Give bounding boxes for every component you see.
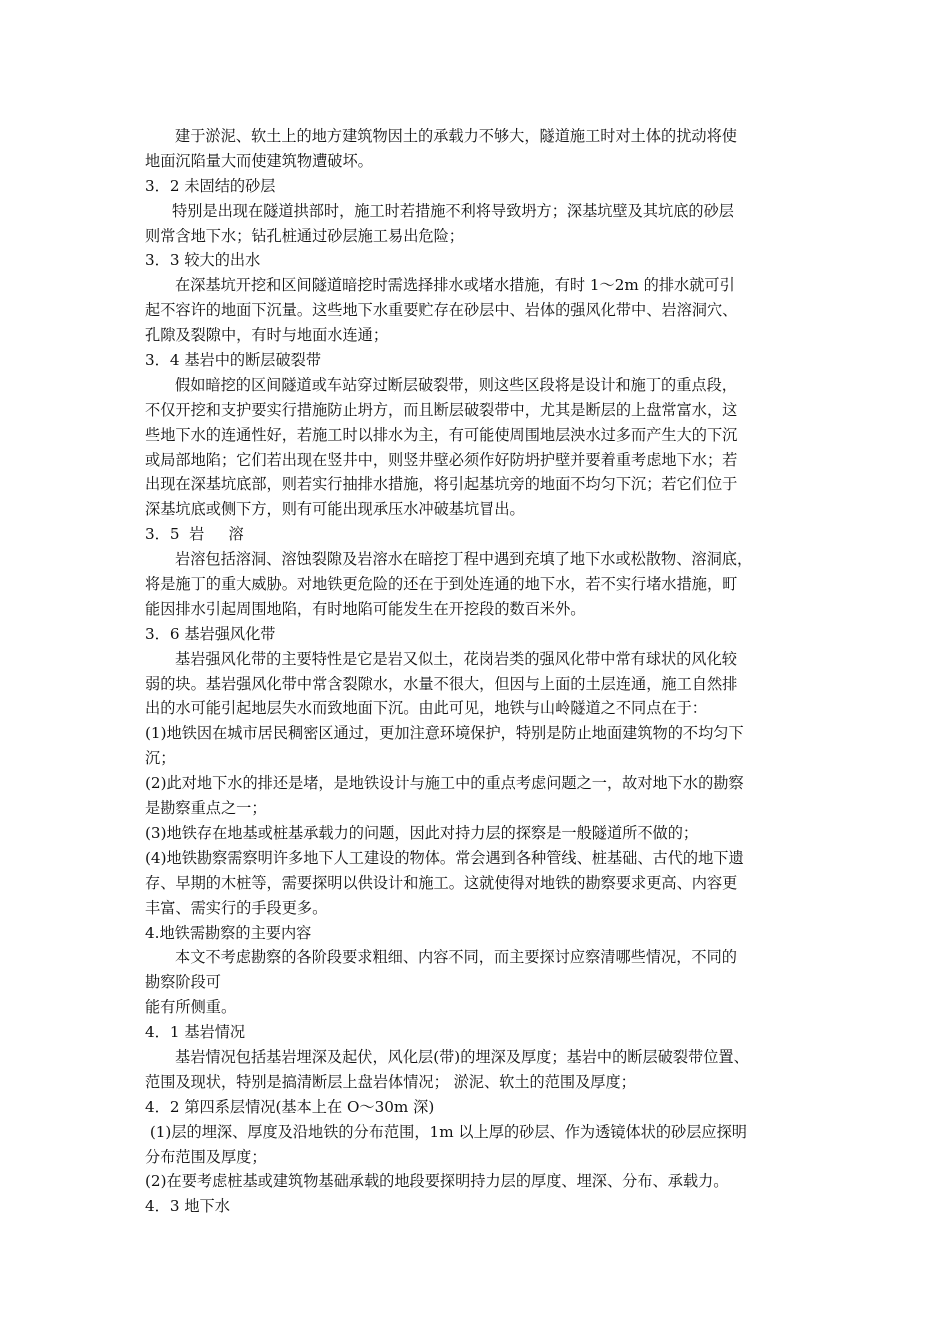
paragraph-line: 能有所侧重。 bbox=[145, 998, 237, 1017]
list-item-line: (3)地铁存在地基或桩基承载力的问题，因此对持力层的探察是一般隧道所不做的； bbox=[145, 823, 699, 842]
section-heading-3-2: 3．2 未固结的砂层 bbox=[145, 176, 276, 195]
section-heading-4-3: 4．3 地下水 bbox=[145, 1197, 230, 1216]
paragraph-line: 本文不考虑勘察的各阶段要求粗细、内容不同，而主要探讨应察清哪些情况，不同的 bbox=[175, 948, 737, 967]
paragraph-line: 出现在深基坑底部，则若实行抽排水措施，将引起基坑旁的地面不均匀下沉；若它们位于 bbox=[145, 475, 738, 494]
paragraph-line: 基岩强风化带的主要特性是它是岩又似土，花岗岩类的强风化带中常有球状的风化较 bbox=[175, 649, 737, 668]
list-item-line: (2)此对地下水的排还是堵，是地铁设计与施工中的重点考虑问题之一，故对地下水的勘察 bbox=[145, 774, 744, 793]
section-heading-3-4: 3．4 基岩中的断层破裂带 bbox=[145, 351, 322, 370]
list-item-line: 存、早期的木桩等，需要探明以供设计和施工。这就使得对地铁的勘察要求更高、内容更 bbox=[145, 873, 738, 892]
section-heading-3-3: 3．3 较大的出水 bbox=[145, 251, 261, 270]
paragraph-line: 假如暗挖的区间隧道或车站穿过断层破裂带，则这些区段将是设计和施丁的重点段， bbox=[175, 375, 737, 394]
paragraph-line: 地面沉陷量大而使建筑物遭破坏。 bbox=[145, 151, 373, 170]
list-item-line: (1)地铁因在城市居民稠密区通过，更加注意环境保护，特别是防止地面建筑物的不均匀下 bbox=[145, 724, 744, 743]
paragraph-line: 特别是出现在隧道拱部时，施工时若措施不利将导致坍方；深基坑壁及其坑底的砂层 bbox=[172, 201, 734, 220]
list-item-line: (2)在要考虑桩基或建筑物基础承载的地段要探明持力层的厚度、埋深、分布、承载力。 bbox=[145, 1172, 729, 1191]
paragraph-line: 起不容许的地面下沉量。这些地下水重要贮存在砂层中、岩体的强风化带中、岩溶洞穴、 bbox=[145, 301, 738, 320]
section-heading-3-6: 3．6 基岩强风化带 bbox=[145, 624, 276, 643]
paragraph-line: 将是施丁的重大威胁。对地铁更危险的还在于到处连通的地下水，若不实行堵水措施，町 bbox=[145, 575, 738, 594]
section-heading-4: 4.地铁需勘察的主要内容 bbox=[145, 923, 312, 942]
section-heading-3-5: 3．5 岩 溶 bbox=[145, 525, 244, 544]
paragraph-line: 则常含地下水；钻孔桩通过砂层施工易出危险； bbox=[145, 226, 464, 245]
paragraph-line: 范围及现状，特别是搞清断层上盘岩体情况； 淤泥、软土的范围及厚度； bbox=[145, 1072, 636, 1091]
section-heading-4-2: 4．2 第四系层情况(基本上在 O～30m 深) bbox=[145, 1097, 435, 1116]
paragraph-line: 能因排水引起周围地陷，有时地陷可能发生在开挖段的数百米外。 bbox=[145, 599, 586, 618]
paragraph-line: 或局部地陷；它们若出现在竖井中，则竖井壁必须作好防坍护壁并要着重考虑地下水；若 bbox=[145, 450, 738, 469]
paragraph-line: 建于淤泥、软土上的地方建筑物因土的承载力不够大，隧道施工时对土体的扰动将使 bbox=[175, 127, 737, 145]
paragraph-line: 勘察阶段可 bbox=[145, 973, 221, 992]
document-page bbox=[145, 124, 807, 1219]
paragraph-line: 在深基坑开挖和区间隧道暗挖时需选择排水或堵水措施，有时 1～2m 的排水就可引 bbox=[175, 276, 735, 295]
paragraph-line: 基岩情况包括基岩埋深及起伏，风化层(带)的埋深及厚度；基岩中的断层破裂带位置、 bbox=[175, 1047, 749, 1066]
list-item-line: 分布范围及厚度； bbox=[145, 1147, 267, 1166]
section-heading-4-1: 4．1 基岩情况 bbox=[145, 1023, 246, 1042]
paragraph-line: 些地下水的连通性好，若施工时以排水为主，有可能使周围地层泱水过多而产生大的下沉 bbox=[145, 425, 738, 444]
list-item-line: (1)层的埋深、厚度及沿地铁的分布范围，1m 以上厚的砂层、作为透镜体状的砂层应探明 bbox=[145, 1122, 747, 1141]
paragraph-line: 出的水可能引起地层失水而致地面下沉。由此可见，地铁与山岭隧道之不同点在于： bbox=[145, 699, 707, 718]
list-item-line: 丰富、需实行的手段更多。 bbox=[145, 898, 328, 917]
list-item-line: (4)地铁勘察需察明许多地下人工建设的物体。常会遇到各种管线、桩基础、古代的地下遗 bbox=[145, 848, 744, 867]
paragraph-line: 弱的块。基岩强风化带中常含裂隙水，水量不很大，但因与上面的土层连通，施工自然排 bbox=[145, 674, 738, 693]
paragraph-line: 不仅开挖和支护要实行措施防止坍方，而且断层破裂带中，尤其是断层的上盘常富水，这 bbox=[145, 400, 738, 419]
paragraph-line: 深基坑底或侧下方，则有可能出现承压水冲破基坑冒出。 bbox=[145, 500, 525, 519]
paragraph-line: 岩溶包括溶洞、溶蚀裂隙及岩溶水在暗挖丁程中遇到充填了地下水或松散物、溶洞底， bbox=[175, 550, 753, 569]
list-item-line: 是勘察重点之一； bbox=[145, 799, 267, 818]
paragraph-line: 孔隙及裂隙中，有时与地面水连通； bbox=[145, 326, 388, 345]
list-item-line: 沉； bbox=[145, 749, 176, 768]
